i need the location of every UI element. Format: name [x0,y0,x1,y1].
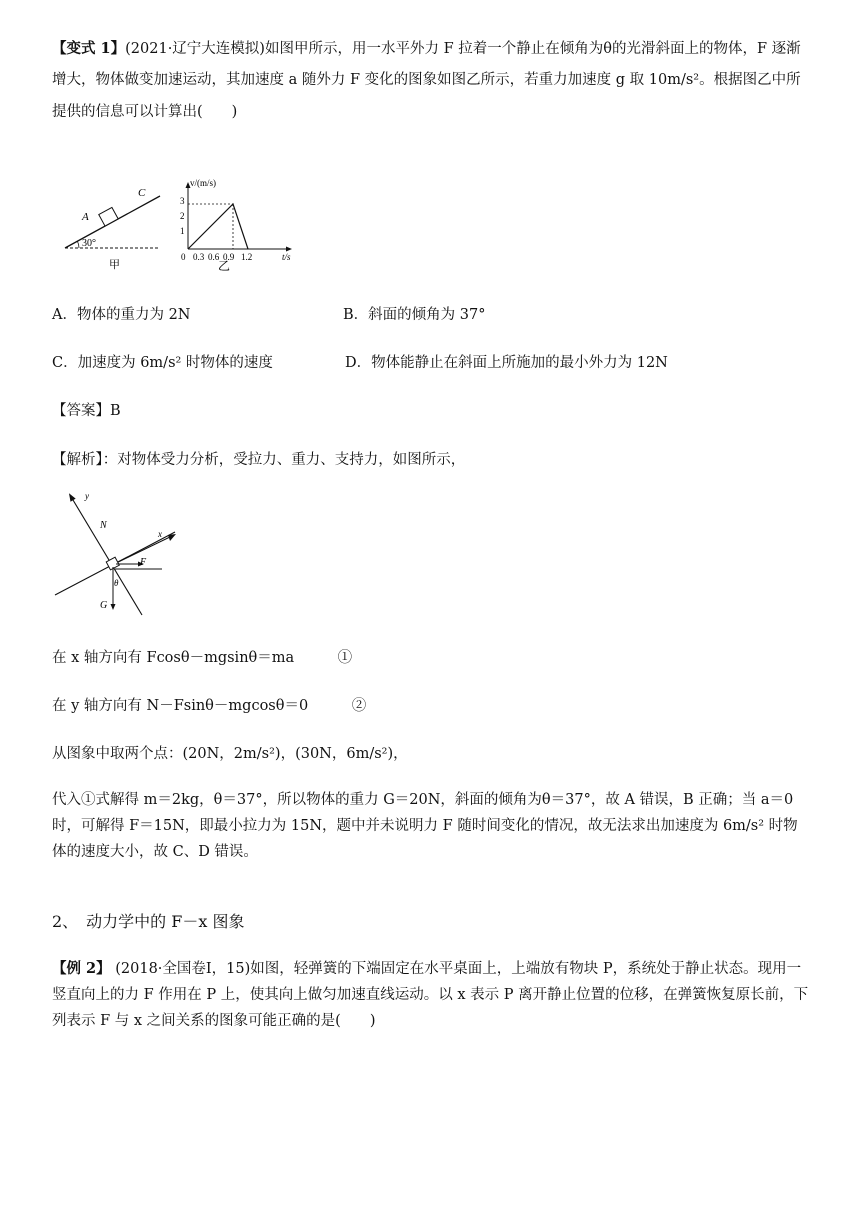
equation-x: 在 x 轴方向有 Fcosθ－mgsinθ＝ma ① [52,650,353,666]
example2-body: 如图，轻弹簧的下端固定在水平桌面上，上端放有物块 P，系统处于静止状态。现用一竖直向上的力 F 作用在 P 上，使其向上做匀加速直线运动。以 x 表示 P 离开静止位置的位移，在弹簧恢复原长前，下列表示 F 与 x 之间关系的图象可能正确的是( ) [52,961,809,1029]
vt-xtick-0-9: 0.9 [223,252,235,262]
label-c: C [138,187,146,199]
y-axis-arrow [66,492,75,502]
vt-graph [178,174,298,274]
variant1-line2: 增大，物体做变加速运动，其加速度 a 随外力 F 变化的图象如图乙所示，若重力加速度 g 取 10m/s²。根据图乙中所 [52,72,801,88]
variant1-tag: 【变式 1】 [52,40,126,57]
label-g: G [100,600,108,611]
incline-figure [55,180,175,275]
analysis-intro: 【解析】：对物体受力分析，受拉力、重力、支持力，如图所示， [52,452,466,468]
variant1-source: (2021·辽宁大连模拟) [125,41,265,57]
label-f: F [140,557,147,568]
sample-points: 从图象中取两个点：(20N，2m/s²)，(30N，6m/s²)， [52,746,408,762]
equation-y: 在 y 轴方向有 N－Fsinθ－mgcosθ＝0 ② [52,698,367,714]
vt-xtick-0-3: 0.3 [193,252,205,262]
section2-heading: 2、 动力学中的 F－x 图象 [52,912,245,931]
vt-xtick-1-2: 1.2 [241,252,253,262]
vt-x-axis-label: t/s [282,252,291,262]
caption-jia: 甲 [109,259,120,271]
option-b: B．斜面的倾角为 37° [343,307,486,323]
vt-origin: 0 [181,252,186,262]
variant1-text1: 如图甲所示，用一水平外力 F 拉着一个静止在倾角为θ的光滑斜面上的物体，F 逐渐 [264,41,801,57]
vt-x-arrow [286,247,292,252]
example2-source: (2018·全国卷Ⅰ，15) [115,961,251,977]
example2-tag: 【例 2】 [52,960,111,977]
vt-y-axis-label: v/(m/s) [190,178,216,188]
answer: 【答案】B [52,403,121,419]
label-y: y [85,491,89,501]
option-c: C．加速度为 6m/s² 时物体的速度 [52,355,273,371]
vt-ytick-3: 3 [180,196,185,206]
option-a: A．物体的重力为 2N [52,307,191,323]
example2-text [52,956,812,1034]
vt-ytick-2: 2 [180,211,185,221]
label-theta: θ [114,578,119,588]
variant1-line1 [52,37,801,58]
label-a: A [82,211,89,223]
analysis-conclusion: 代入①式解得 m＝2kg，θ＝37°，所以物体的重力 G＝20N，斜面的倾角为θ＝37°，故 A 错误，B 正确；当 a＝0 时，可解得 F＝15N，即最小拉力为 15N，题中并未说明力 F 随时间变化的情况，故无法求出加速度为 6m/s² 时物体的速度大小，故 C、D 错误。 [52,792,798,860]
vt-series-line [188,204,248,249]
x-axis-arrow [168,534,176,541]
caption-yi: 乙 [218,259,231,273]
force-diagram [50,487,190,622]
block-a [99,207,118,226]
force-g-arrowhead [111,604,116,610]
variant1-line3: 提供的信息可以计算出( ) [52,104,238,120]
label-n: N [100,520,107,531]
vt-ytick-1: 1 [180,226,185,236]
angle-label: 30° [82,238,96,249]
option-d: D．物体能静止在斜面上所施加的最小外力为 12N [345,355,668,371]
vt-xtick-0-6: 0.6 [208,252,220,262]
angle-arc [78,242,80,249]
label-x: x [158,529,162,539]
